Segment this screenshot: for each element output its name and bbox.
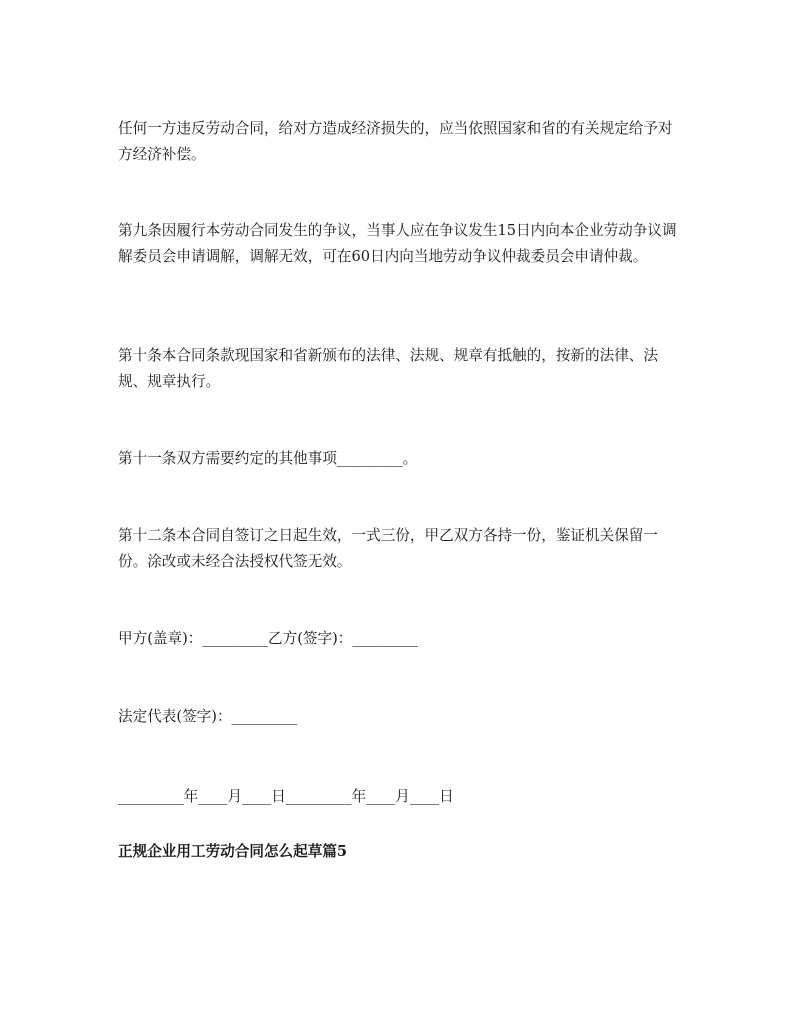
- section-heading: 正规企业用工劳动合同怎么起草篇5: [118, 843, 348, 860]
- paragraph-article-9: 第九条因履行本劳动合同发生的争议，当事人应在争议发生15日内向本企业劳动争议调解委员会申请调解，调解无效，可在60日内向当地劳动争议仲裁委员会申请仲裁。: [118, 222, 677, 265]
- paragraph-article-11: 第十一条双方需要约定的其他事项_________。: [118, 450, 418, 467]
- date-line: _________年____月____日_________年____月____日: [118, 788, 454, 805]
- signature-line-legal-rep: 法定代表(签字)：_________: [118, 708, 298, 725]
- signature-line-parties: 甲方(盖章)：_________乙方(签字)：_________: [118, 630, 419, 647]
- paragraph-article-12: 第十二条本合同自签订之日起生效，一式三份，甲乙双方各持一份，鉴证机关保留一份。涂改或未经合法授权代签无效。: [118, 527, 658, 570]
- paragraph-article-10: 第十条本合同条款现国家和省新颁布的法律、法规、规章有抵触的，按新的法律、法规、规章执行。: [118, 347, 658, 390]
- paragraph-compensation: 任何一方违反劳动合同，给对方造成经济损失的，应当依照国家和省的有关规定给予对方经济补偿。: [118, 120, 673, 163]
